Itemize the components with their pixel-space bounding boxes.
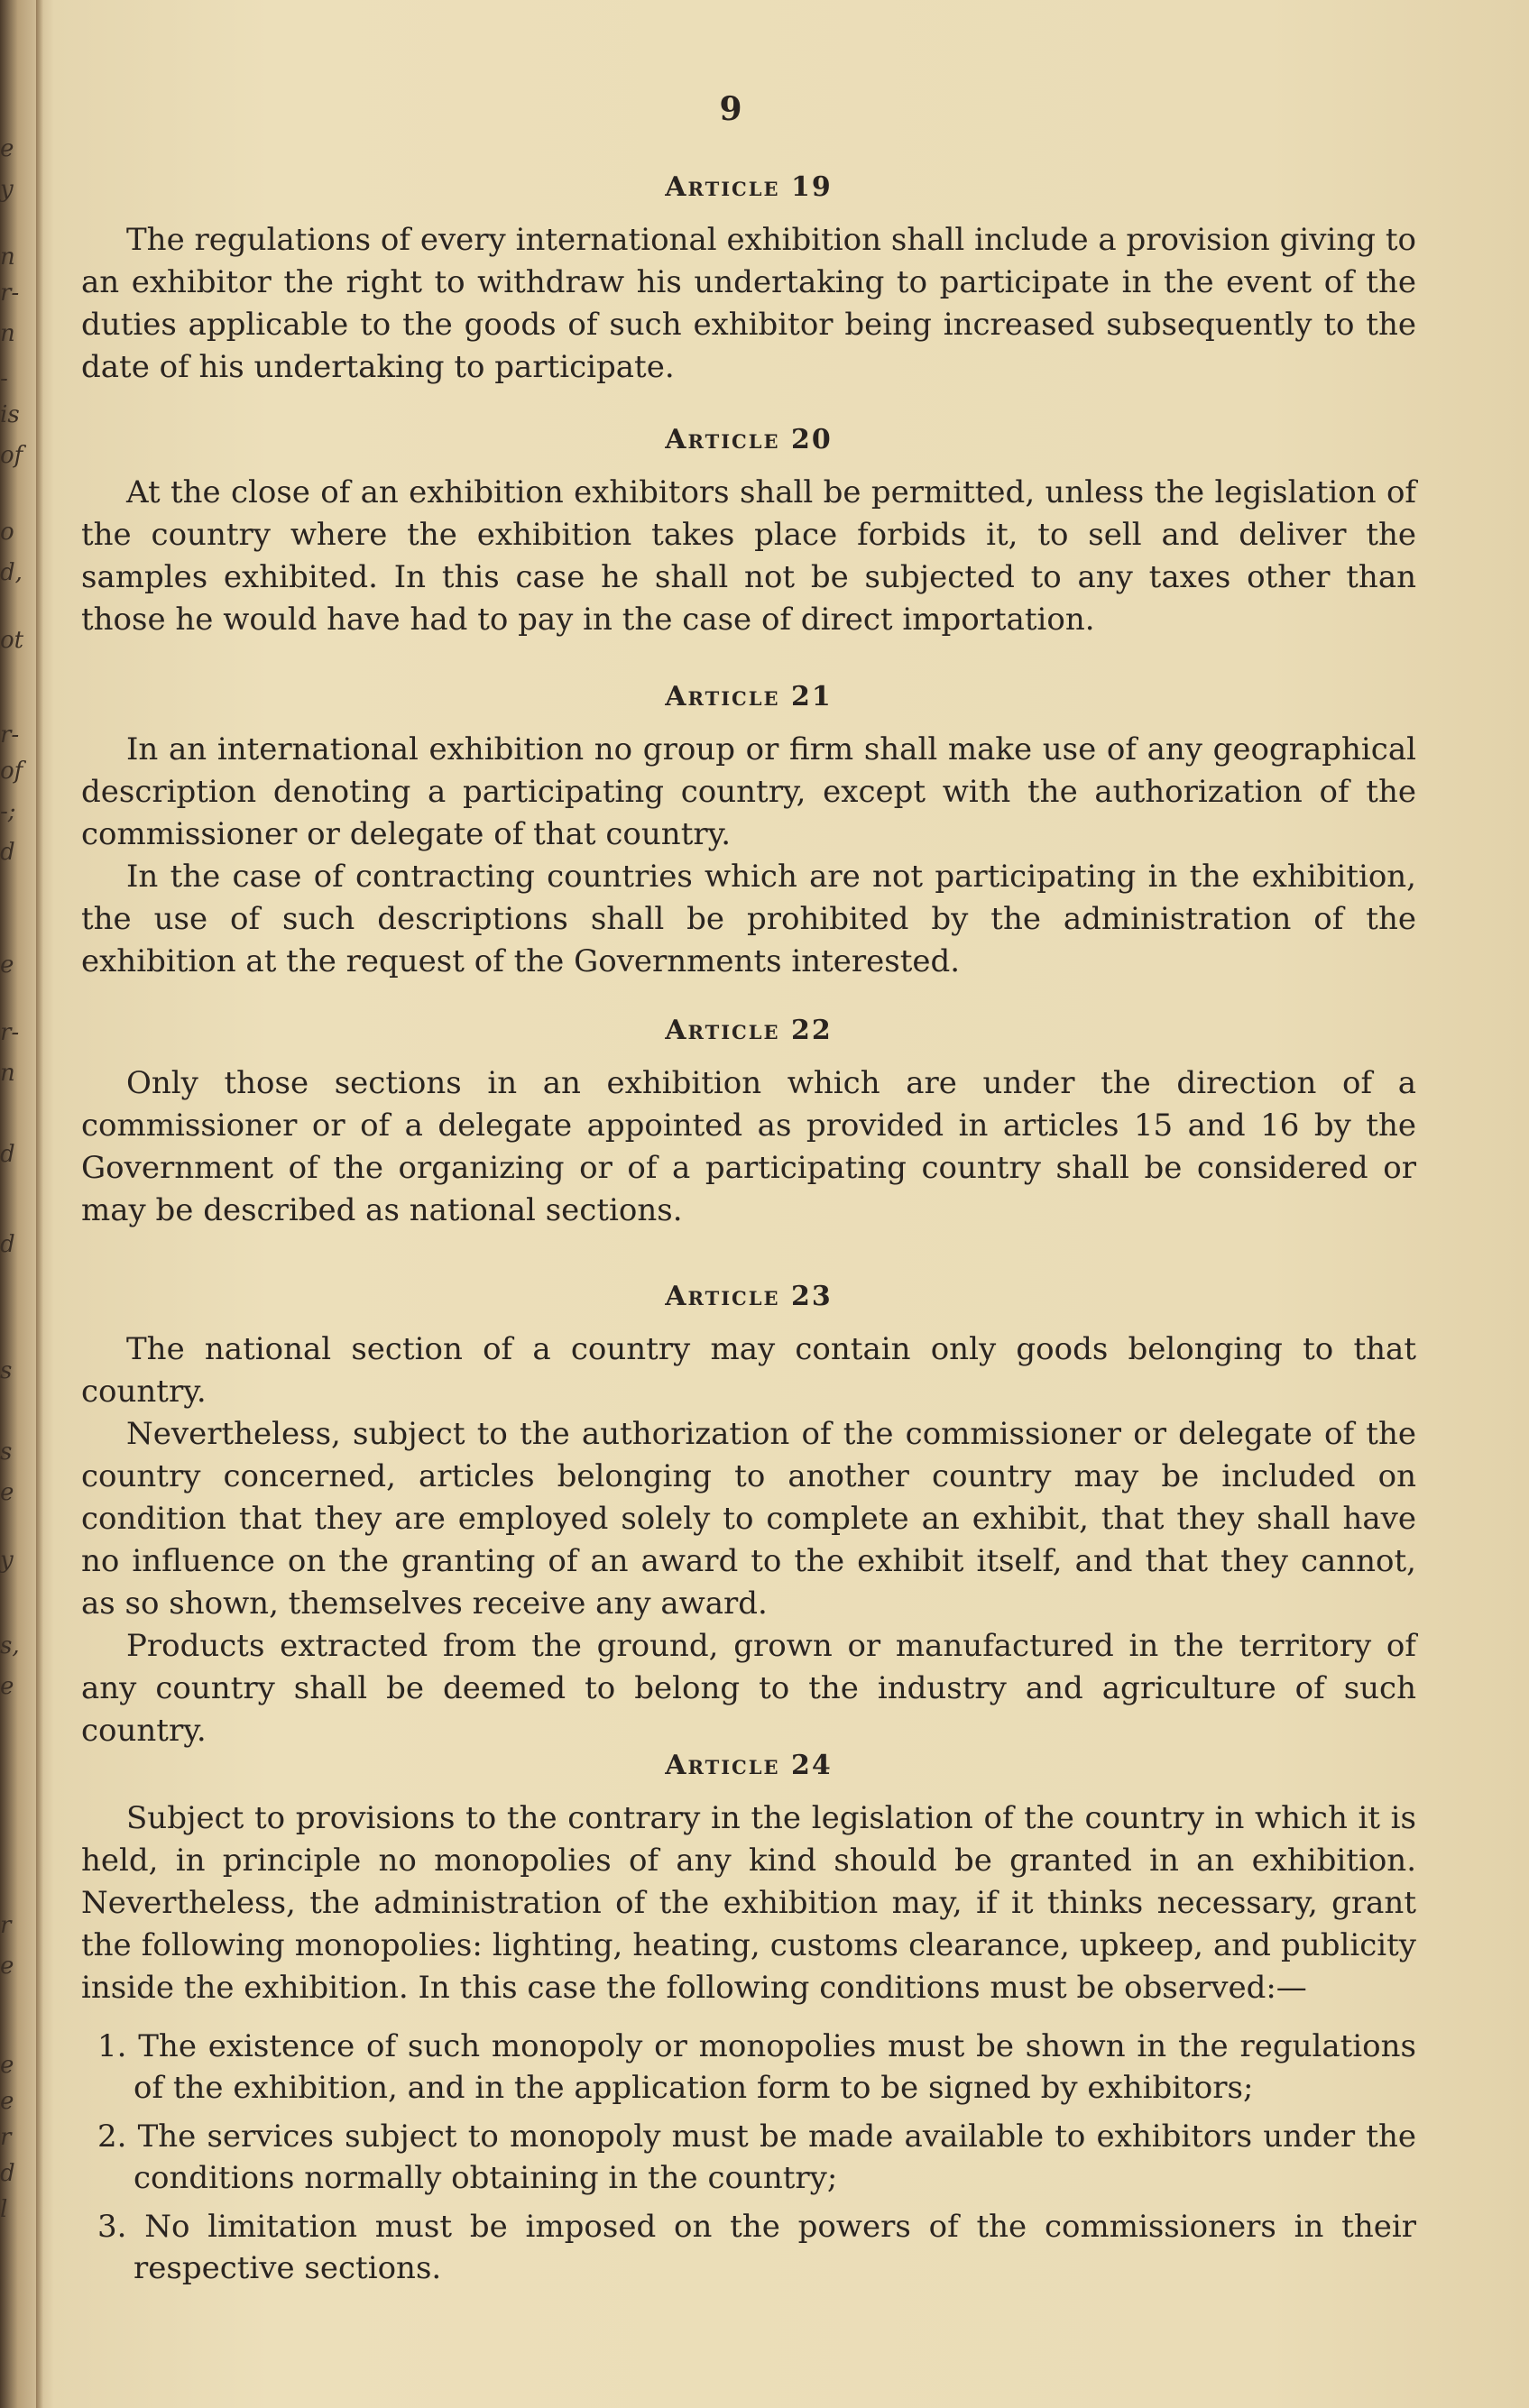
margin-fragment: d (0, 1141, 15, 1168)
margin-fragment: is (0, 401, 20, 428)
list-item: 2. The services subject to monopoly must be made available to exhibitors under the conditions normally obtaining in the country; (97, 2118, 1416, 2196)
list-item: 3. No limitation must be imposed on the powers of the commissioners in their respective sections. (97, 2209, 1416, 2286)
article-heading: Article 19 (665, 171, 833, 203)
book-gutter (36, 0, 43, 2408)
margin-fragment: e (0, 1479, 14, 1506)
article-23 (81, 1281, 1416, 1752)
margin-fragment: r- (0, 1019, 20, 1046)
article-paragraph: The regulations of every international exhibition shall include a provision giving to an exhibitor the right to withdraw his undertaking to participate in the event of the duties applicable to the goods of such exhibitor being increased subsequently to the date of his undertaking to participate. (81, 222, 1416, 385)
article-paragraph: The national section of a country may contain only goods belonging to that country. (81, 1331, 1416, 1410)
article-paragraph: In the case of contracting countries which are not participating in the exhibition, the use of such descriptions shall be prohibited by the administration of the exhibition at the request of the Governments interested. (81, 859, 1416, 979)
margin-fragment: r- (0, 721, 20, 749)
article-paragraph: Subject to provisions to the contrary in the legislation of the country in which it is held, in principle no monopolies of any kind should be granted in an exhibition. Nevertheless, the administration of the exhibition may, if it thinks necessary, grant the following monopolies: lighting, heating, customs clearance, upkeep, and publicity inside the exhibition. In this case the following conditions must be observed:— (81, 1800, 1416, 2006)
article-heading: Article 22 (665, 1015, 833, 1046)
page-number: 9 (719, 90, 742, 128)
margin-fragment: n (0, 244, 15, 271)
margin-fragment: e (0, 2052, 14, 2079)
margin-fragment: r- (0, 280, 20, 307)
article-19 (81, 171, 1416, 389)
margin-fragment: d (0, 1231, 15, 1258)
margin-fragment: ot (0, 627, 24, 654)
article-heading: Article 21 (665, 681, 833, 712)
article-21 (81, 681, 1416, 983)
margin-fragment: l (0, 2196, 8, 2223)
margin-fragment: d (0, 2160, 15, 2187)
margin-fragment: n (0, 1060, 15, 1087)
margin-fragment: e (0, 135, 14, 162)
margin-fragment: r (0, 1912, 12, 1939)
margin-fragment: y (0, 1547, 14, 1574)
article-paragraph: At the close of an exhibition exhibitors shall be permitted, unless the legislation of the country where the exhibition takes place forbids it, to sell and deliver the samples exhibited. In this case he shall not be subjected to any taxes other than those he would have had to pay in the case of direct importation. (81, 474, 1416, 638)
margin-fragment: of (0, 758, 23, 785)
margin-fragment: e (0, 1673, 14, 1700)
margin-fragment: e (0, 2088, 14, 2115)
article-heading: Article 24 (665, 1750, 833, 1781)
margin-fragment: e (0, 951, 14, 979)
margin-fragment: s (0, 1357, 13, 1384)
article-paragraph: In an international exhibition no group or firm shall make use of any geographical description denoting a participating country, except with the authorization of the commissioner or delegate of that country. (81, 731, 1416, 852)
margin-fragment: n (0, 320, 15, 347)
margin-fragment: o (0, 519, 14, 546)
margin-fragment: of (0, 442, 23, 469)
margin-fragment: e (0, 1953, 14, 1980)
article-paragraph: Nevertheless, subject to the authorization of the commissioner or delegate of the country concerned, articles belonging to another country may be included on condition that they are employed solely to complete an exhibit, that they shall have no influence on the granting of an award to the exhibit itself, and that they cannot, as so shown, themselves receive any award. (81, 1416, 1416, 1622)
margin-fragment: -; (0, 798, 16, 825)
article-22 (81, 1015, 1416, 1232)
margin-fragment: s, (0, 1632, 20, 1659)
article-paragraph: Only those sections in an exhibition which are under the direction of a commissioner or of a delegate appointed as provided in articles 15 and 16 by the Government of the organizing or of a participating country shall be considered or may be described as national sections. (81, 1065, 1416, 1228)
article-heading: Article 23 (665, 1281, 833, 1312)
margin-fragment: - (0, 365, 8, 392)
margin-fragment: r (0, 2124, 12, 2151)
list-item: 1. The existence of such monopoly or monopolies must be shown in the regulations of the exhibition, and in the application form to be signed by exhibitors; (97, 2028, 1416, 2106)
article-24 (81, 1750, 1416, 2296)
article-paragraph: Products extracted from the ground, grown or manufactured in the territory of any country shall be deemed to belong to the industry and agriculture of such country. (81, 1628, 1416, 1749)
margin-fragment: s (0, 1438, 13, 1466)
margin-fragment: y (0, 176, 14, 203)
article-20 (81, 424, 1416, 641)
article-heading: Article 20 (665, 424, 833, 455)
margin-fragment: d (0, 839, 15, 866)
margin-fragment: d, (0, 559, 23, 586)
left-margin-fragments (0, 0, 36, 2408)
